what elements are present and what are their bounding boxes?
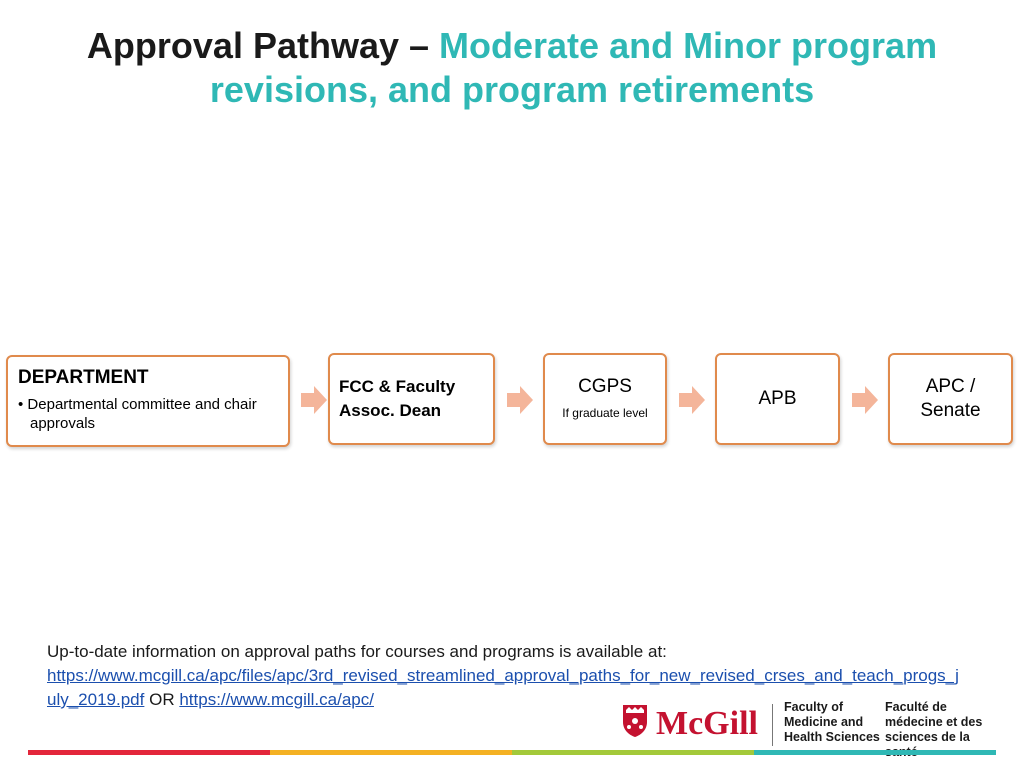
title-prefix: Approval Pathway – bbox=[86, 25, 440, 66]
arrow-right-icon bbox=[507, 386, 533, 414]
logo-divider bbox=[772, 704, 773, 746]
mcgill-shield-icon bbox=[622, 704, 648, 738]
faculty-name-fr: Faculté de médecine et des sciences de la bbox=[885, 700, 983, 744]
mcgill-wordmark: McGill bbox=[656, 705, 758, 742]
step-department bbox=[6, 355, 290, 447]
department-bullet: • Departmental committee and chair approvals bbox=[18, 396, 257, 432]
approval-paths-pdf-link[interactable]: https://www.mcgill.ca/apc/files/apc/3rd_revised_streamlined_approval_paths_for_new_revised_crses_and_teach_progs_july_2019.pdf bbox=[47, 666, 959, 709]
mcgill-logo bbox=[622, 700, 1002, 750]
apc-label: APC / Senate bbox=[920, 376, 981, 421]
apb-label: APB bbox=[758, 388, 797, 409]
department-bullet-text: Departmental committee and chair approvals bbox=[27, 396, 257, 432]
footer-segment-green bbox=[512, 750, 754, 755]
cgps-note: If graduate level bbox=[562, 406, 648, 420]
footer-segment-red bbox=[28, 750, 270, 755]
footer-segment-teal bbox=[754, 750, 996, 755]
apc-website-link[interactable]: https://www.mcgill.ca/apc/ bbox=[179, 690, 374, 709]
department-title: DEPARTMENT bbox=[18, 367, 149, 388]
step-cgps bbox=[543, 353, 667, 445]
page-title bbox=[40, 24, 984, 112]
step-fcc bbox=[328, 353, 495, 445]
arrow-right-icon bbox=[852, 386, 878, 414]
info-or: OR bbox=[149, 690, 175, 709]
step-apb bbox=[715, 353, 840, 445]
info-intro: Up-to-date information on approval paths for courses and programs is available at: bbox=[47, 642, 667, 661]
fcc-label: FCC & Faculty Assoc. Dean bbox=[339, 377, 456, 420]
faculty-name-en: Faculty of Medicine and Health Sciences bbox=[784, 700, 880, 744]
title-main: Moderate and Minor program revisions, and program retirements bbox=[209, 25, 938, 110]
footer-segment-yellow bbox=[270, 750, 512, 755]
step-apc-senate bbox=[888, 353, 1013, 445]
cgps-label: CGPS bbox=[578, 376, 632, 397]
footer-color-bar bbox=[28, 750, 996, 755]
arrow-right-icon bbox=[301, 386, 327, 414]
arrow-right-icon bbox=[679, 386, 705, 414]
